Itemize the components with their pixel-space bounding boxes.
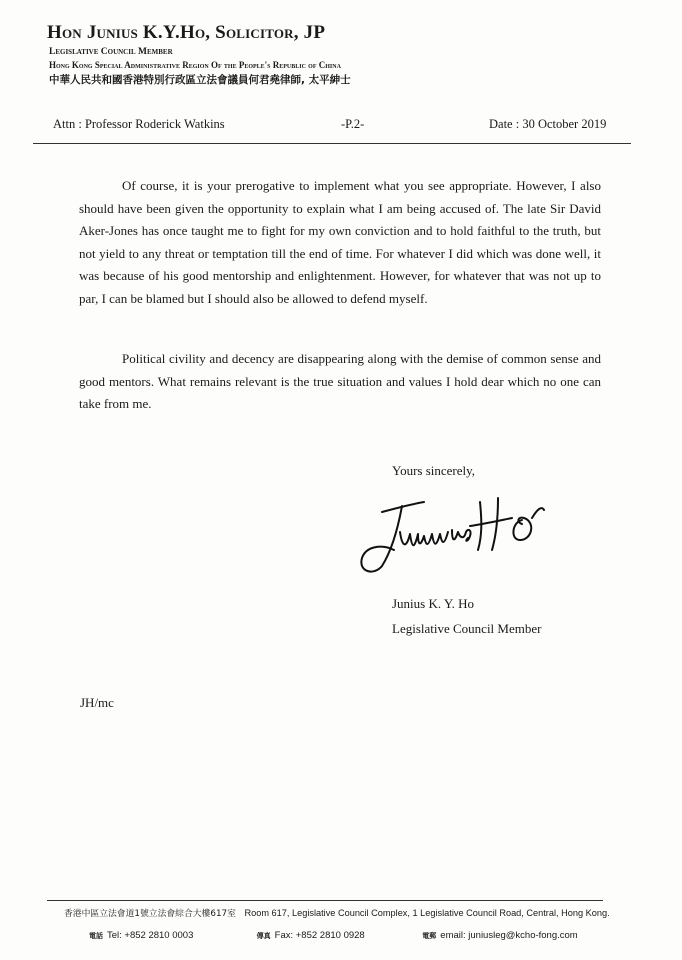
footer-email bbox=[422, 930, 577, 941]
page-number: -P.2- bbox=[341, 117, 365, 131]
closing-salutation: Yours sincerely, bbox=[392, 463, 476, 478]
header-divider bbox=[33, 143, 631, 144]
footer-address-chinese: 香港中區立法會道1號立法會綜合大樓617室 bbox=[64, 909, 236, 919]
letterhead-role: Legislative Council Member bbox=[49, 47, 173, 57]
tel-number: Tel: +852 2810 0003 bbox=[107, 930, 194, 941]
body-paragraph-2: Political civility and decency are disappearing along with the demise of common sense and good mentors. What remains relevant is the true situation and values I hold dear which no one can take from me. bbox=[79, 351, 601, 411]
letterhead-name: Hon Junius K.Y.Ho, Solicitor, JP bbox=[47, 22, 326, 43]
signatory-name: Junius K. Y. Ho bbox=[392, 596, 474, 611]
footer-tel bbox=[89, 930, 254, 941]
footer-address-english: Room 617, Legislative Council Complex, 1 Legislative Council Road, Central, Hong Kong. bbox=[244, 908, 610, 918]
handwritten-signature bbox=[352, 488, 552, 578]
footer-fax bbox=[257, 930, 420, 941]
fax-number: Fax: +852 2810 0928 bbox=[274, 930, 365, 941]
letterhead-chinese: 中華人民共和國香港特別行政區立法會議員何君堯律師, 太平紳士 bbox=[49, 74, 351, 86]
signatory-title: Legislative Council Member bbox=[392, 621, 542, 636]
reference-initials: JH/mc bbox=[80, 695, 114, 710]
letterhead-region: Hong Kong Special Administrative Region Of the People's Republic of China bbox=[49, 60, 341, 70]
body-paragraph-1: Of course, it is your prerogative to implement what you see appropriate. However, I also should have been given the opportunity to explain what I am being accused of. The late Sir David Aker-Jones has once taught me to fight for my own conviction and to hold faithful to the truth, but not yield to any threat or temptation till the end of time. For whatever I did which was done well, it was because of his good mentorship and enlightenment. However, for whatever that was not up to par, I can be blamed but I should also be allowed to defend myself. bbox=[79, 178, 601, 306]
letter-date: Date : 30 October 2019 bbox=[489, 117, 607, 131]
email-label-chinese: 電郵 bbox=[422, 932, 437, 940]
footer-contacts bbox=[89, 930, 578, 941]
footer-divider bbox=[47, 900, 603, 901]
fax-label-chinese: 傳真 bbox=[256, 932, 271, 940]
tel-label-chinese: 電話 bbox=[89, 932, 103, 940]
attention-line: Attn : Professor Roderick Watkins bbox=[53, 117, 225, 131]
email-address: email: juniusleg@kcho-fong.com bbox=[440, 930, 578, 941]
footer-address bbox=[64, 906, 610, 919]
